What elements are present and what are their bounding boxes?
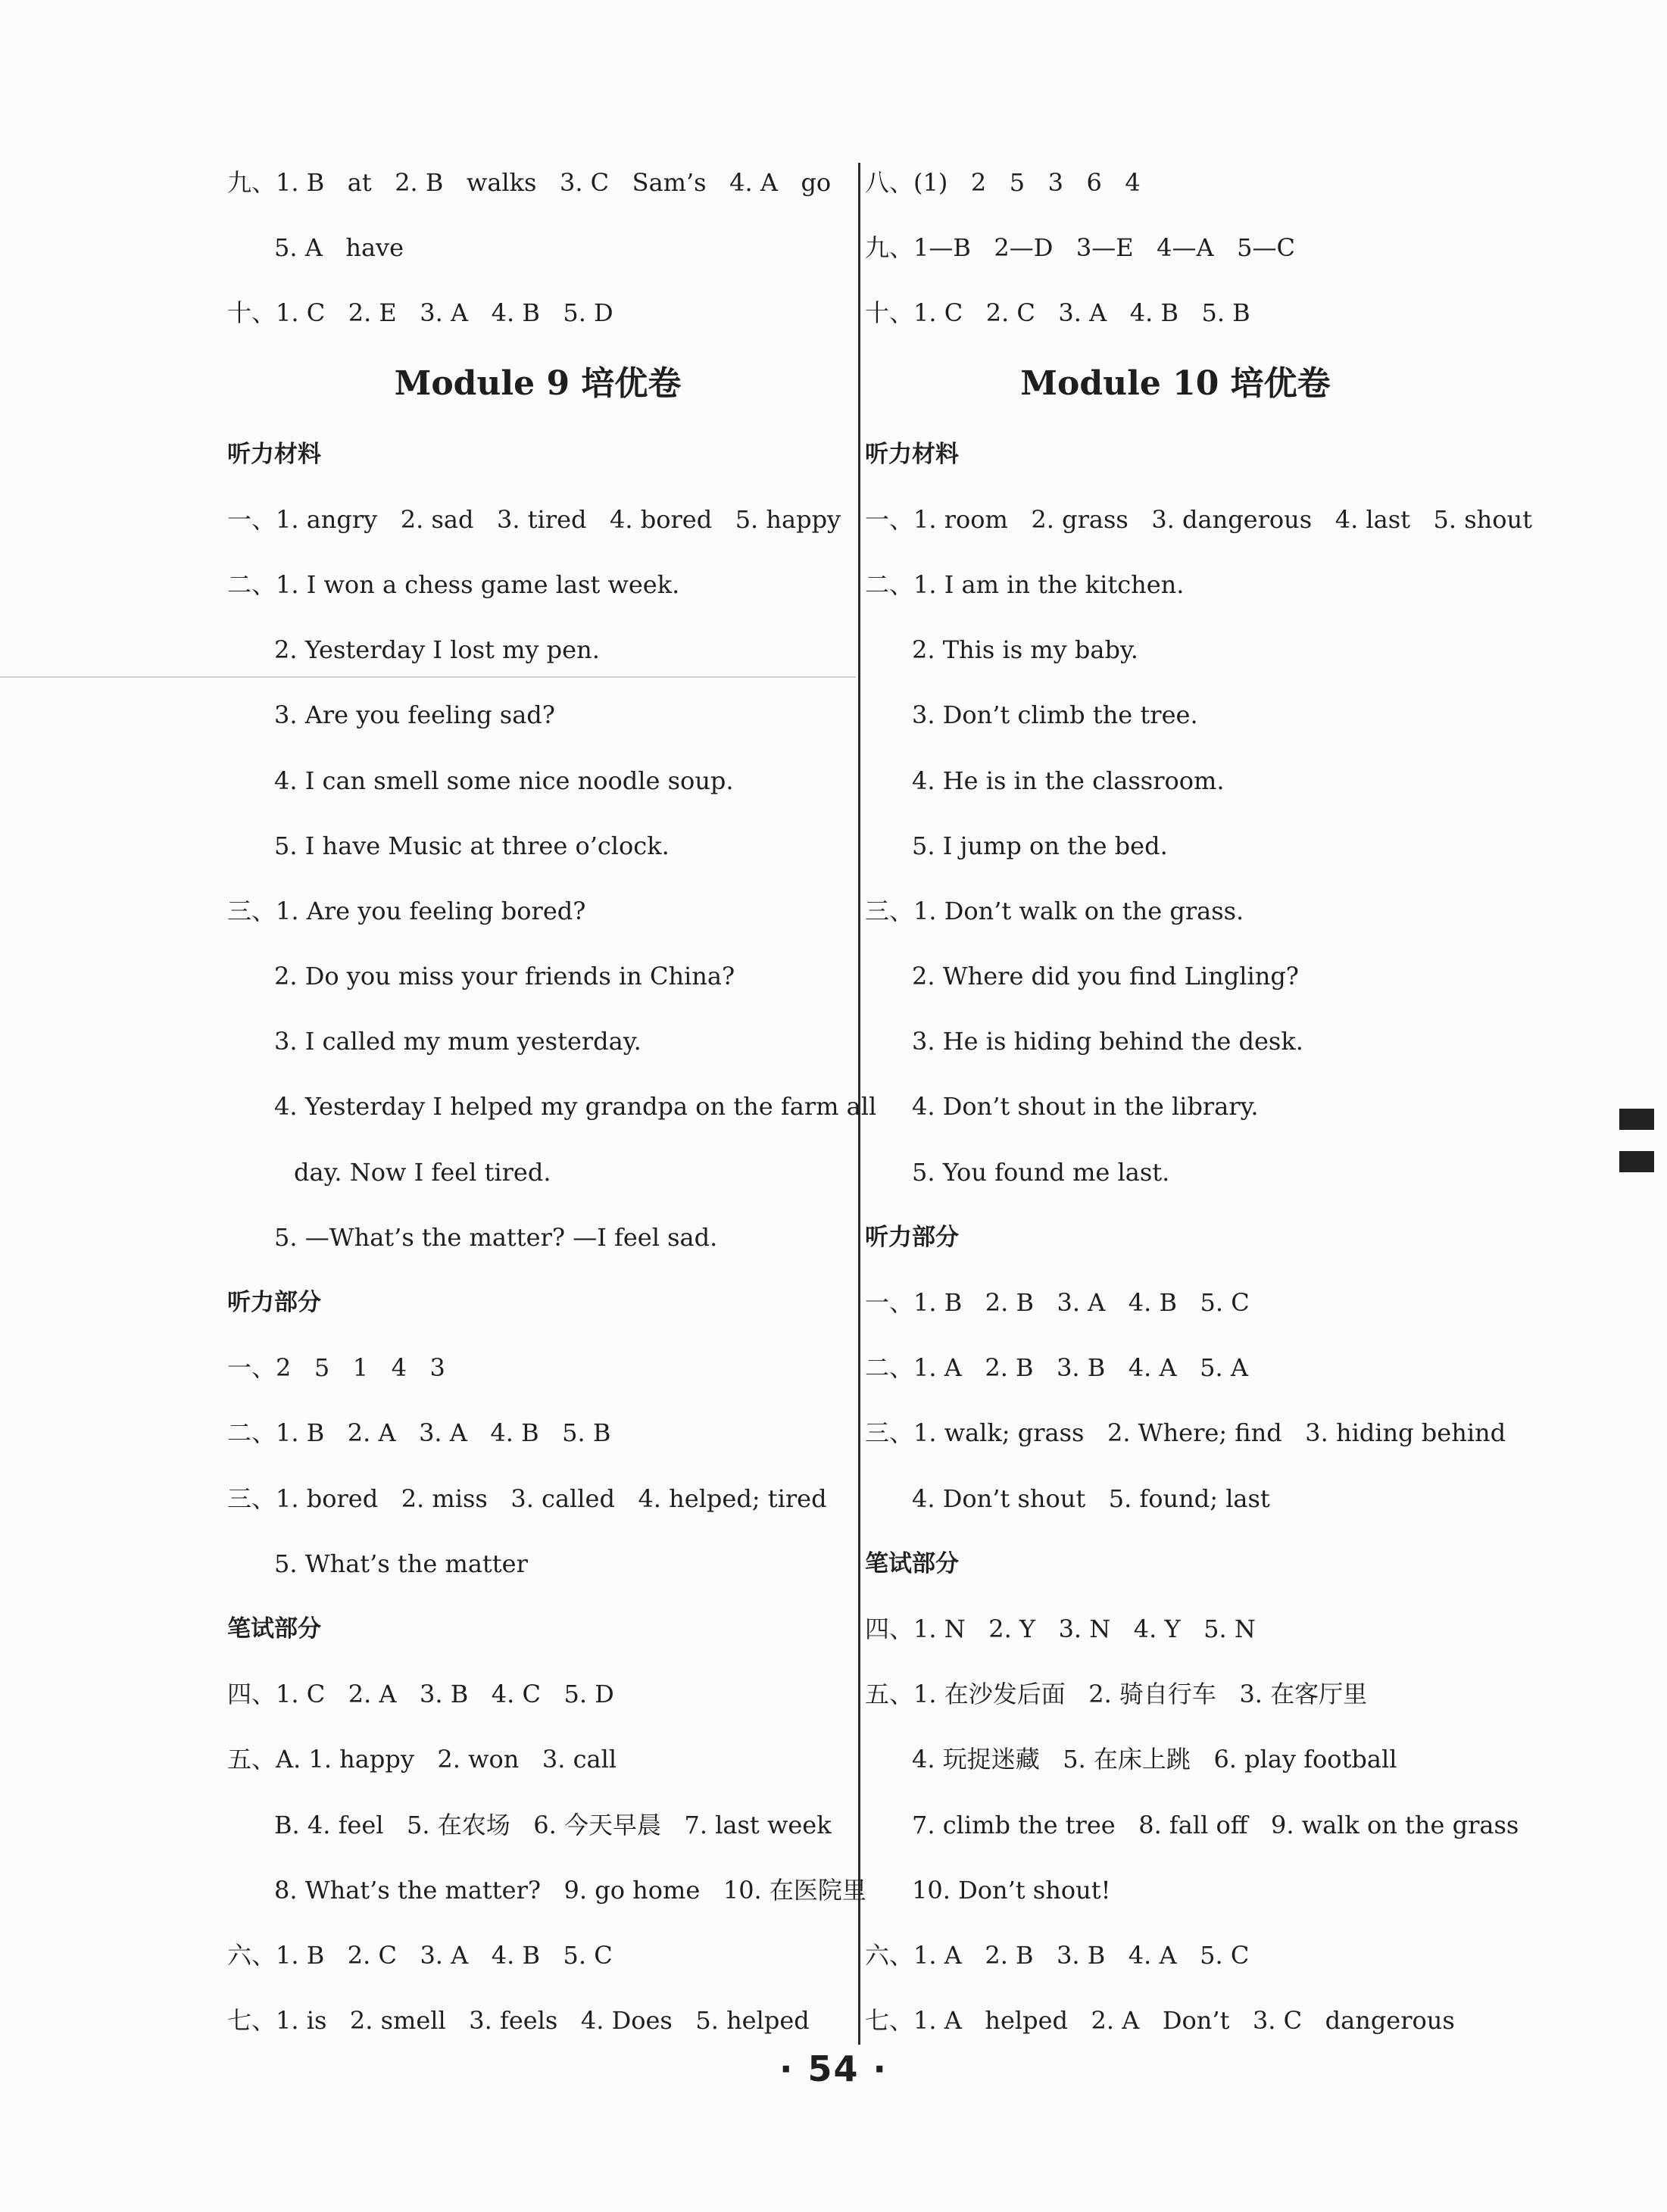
answer-line: 3. I called my mum yesterday. <box>274 1027 642 1056</box>
edge-tab-mark-1 <box>1619 1109 1654 1130</box>
section-heading: 听力材料 <box>227 440 321 468</box>
answer-line: 一、2 5 1 4 3 <box>227 1353 445 1383</box>
answer-line: 八、(1) 2 5 3 6 4 <box>865 168 1141 197</box>
answer-line: 三、1. Are you feeling bored? <box>227 896 586 925</box>
answer-line: 一、1. B 2. B 3. A 4. B 5. C <box>865 1288 1250 1317</box>
page-number: · 54 · <box>779 2048 888 2089</box>
answer-line: 4. Yesterday I helped my grandpa on the farm all <box>274 1092 877 1122</box>
answer-line: 2. Yesterday I lost my pen. <box>274 635 600 665</box>
answer-line: 3. Are you feeling sad? <box>274 700 555 730</box>
module-title: Module 9 培优卷 <box>394 363 682 403</box>
answer-line: 九、1. B at 2. B walks 3. C Sam’s 4. A go <box>227 168 832 197</box>
section-heading: 听力材料 <box>865 440 959 468</box>
answer-line: 4. He is in the classroom. <box>912 766 1225 795</box>
answer-line: 10. Don’t shout! <box>912 1875 1111 1905</box>
left-column <box>227 150 877 2053</box>
answer-line: 三、1. bored 2. miss 3. called 4. helped; tired <box>227 1484 827 1513</box>
section-heading: 听力部分 <box>865 1223 959 1251</box>
section-heading: 听力部分 <box>227 1289 321 1316</box>
answer-line: 三、1. walk; grass 2. Where; find 3. hiding behind <box>865 1418 1506 1448</box>
answer-line: 五、A. 1. happy 2. won 3. call <box>227 1745 617 1774</box>
answer-line: 二、1. I won a chess game last week. <box>227 569 680 599</box>
answer-line: 二、1. I am in the kitchen. <box>865 569 1185 599</box>
answer-line: 二、1. B 2. A 3. A 4. B 5. B <box>227 1418 611 1448</box>
answer-line: 3. Don’t climb the tree. <box>912 700 1198 730</box>
answer-line: 九、1—B 2—D 3—E 4—A 5—C <box>865 233 1295 263</box>
answer-line: 3. He is hiding behind the desk. <box>912 1027 1303 1056</box>
answer-line: 2. Where did you find Lingling? <box>912 962 1299 991</box>
answer-line: 5. What’s the matter <box>274 1549 528 1578</box>
answer-line: 4. I can smell some nice noodle soup. <box>274 766 734 795</box>
answer-line: 十、1. C 2. E 3. A 4. B 5. D <box>227 298 613 328</box>
answer-line: 五、1. 在沙发后面 2. 骑自行车 3. 在客厅里 <box>865 1680 1368 1709</box>
answer-line: 5. —What’s the matter? —I feel sad. <box>274 1222 718 1252</box>
answer-line: 8. What’s the matter? 9. go home 10. 在医院里 <box>274 1875 866 1905</box>
answer-line: 二、1. A 2. B 3. B 4. A 5. A <box>865 1353 1248 1383</box>
answer-line: 一、1. room 2. grass 3. dangerous 4. last 5. shout <box>865 504 1533 534</box>
answer-line: 十、1. C 2. C 3. A 4. B 5. B <box>865 298 1250 328</box>
answer-line: 七、1. is 2. smell 3. feels 4. Does 5. helped <box>227 2006 810 2036</box>
answer-line: 7. climb the tree 8. fall off 9. walk on the grass <box>912 1810 1519 1839</box>
answer-line: 4. Don’t shout 5. found; last <box>912 1484 1270 1513</box>
answer-line: 5. You found me last. <box>912 1157 1170 1187</box>
right-column <box>865 150 1533 2053</box>
answer-line: B. 4. feel 5. 在农场 6. 今天早晨 7. last week <box>274 1810 832 1839</box>
section-heading: 笔试部分 <box>227 1615 321 1643</box>
answer-line: 2. Do you miss your friends in China? <box>274 962 735 991</box>
answer-line: day. Now I feel tired. <box>294 1157 551 1187</box>
answer-line: 2. This is my baby. <box>912 635 1138 665</box>
answer-line: 5. I have Music at three o’clock. <box>274 831 670 860</box>
answer-line: 四、1. N 2. Y 3. N 4. Y 5. N <box>865 1614 1256 1643</box>
section-heading: 笔试部分 <box>865 1549 959 1577</box>
answer-line: 5. A have <box>274 233 404 263</box>
answer-line: 七、1. A helped 2. A Don’t 3. C dangerous <box>865 2006 1455 2036</box>
answer-line: 六、1. B 2. C 3. A 4. B 5. C <box>227 1940 613 1970</box>
module-title: Module 10 培优卷 <box>1020 363 1331 403</box>
answer-line: 4. Don’t shout in the library. <box>912 1092 1259 1122</box>
answer-line: 四、1. C 2. A 3. B 4. C 5. D <box>227 1680 614 1709</box>
answer-line: 4. 玩捉迷藏 5. 在床上跳 6. play football <box>912 1745 1397 1774</box>
answer-line: 三、1. Don’t walk on the grass. <box>865 896 1244 925</box>
answer-line: 六、1. A 2. B 3. B 4. A 5. C <box>865 1940 1250 1970</box>
answer-line: 5. I jump on the bed. <box>912 831 1168 860</box>
edge-tab-mark-2 <box>1619 1151 1654 1172</box>
answer-line: 一、1. angry 2. sad 3. tired 4. bored 5. happy <box>227 504 841 534</box>
